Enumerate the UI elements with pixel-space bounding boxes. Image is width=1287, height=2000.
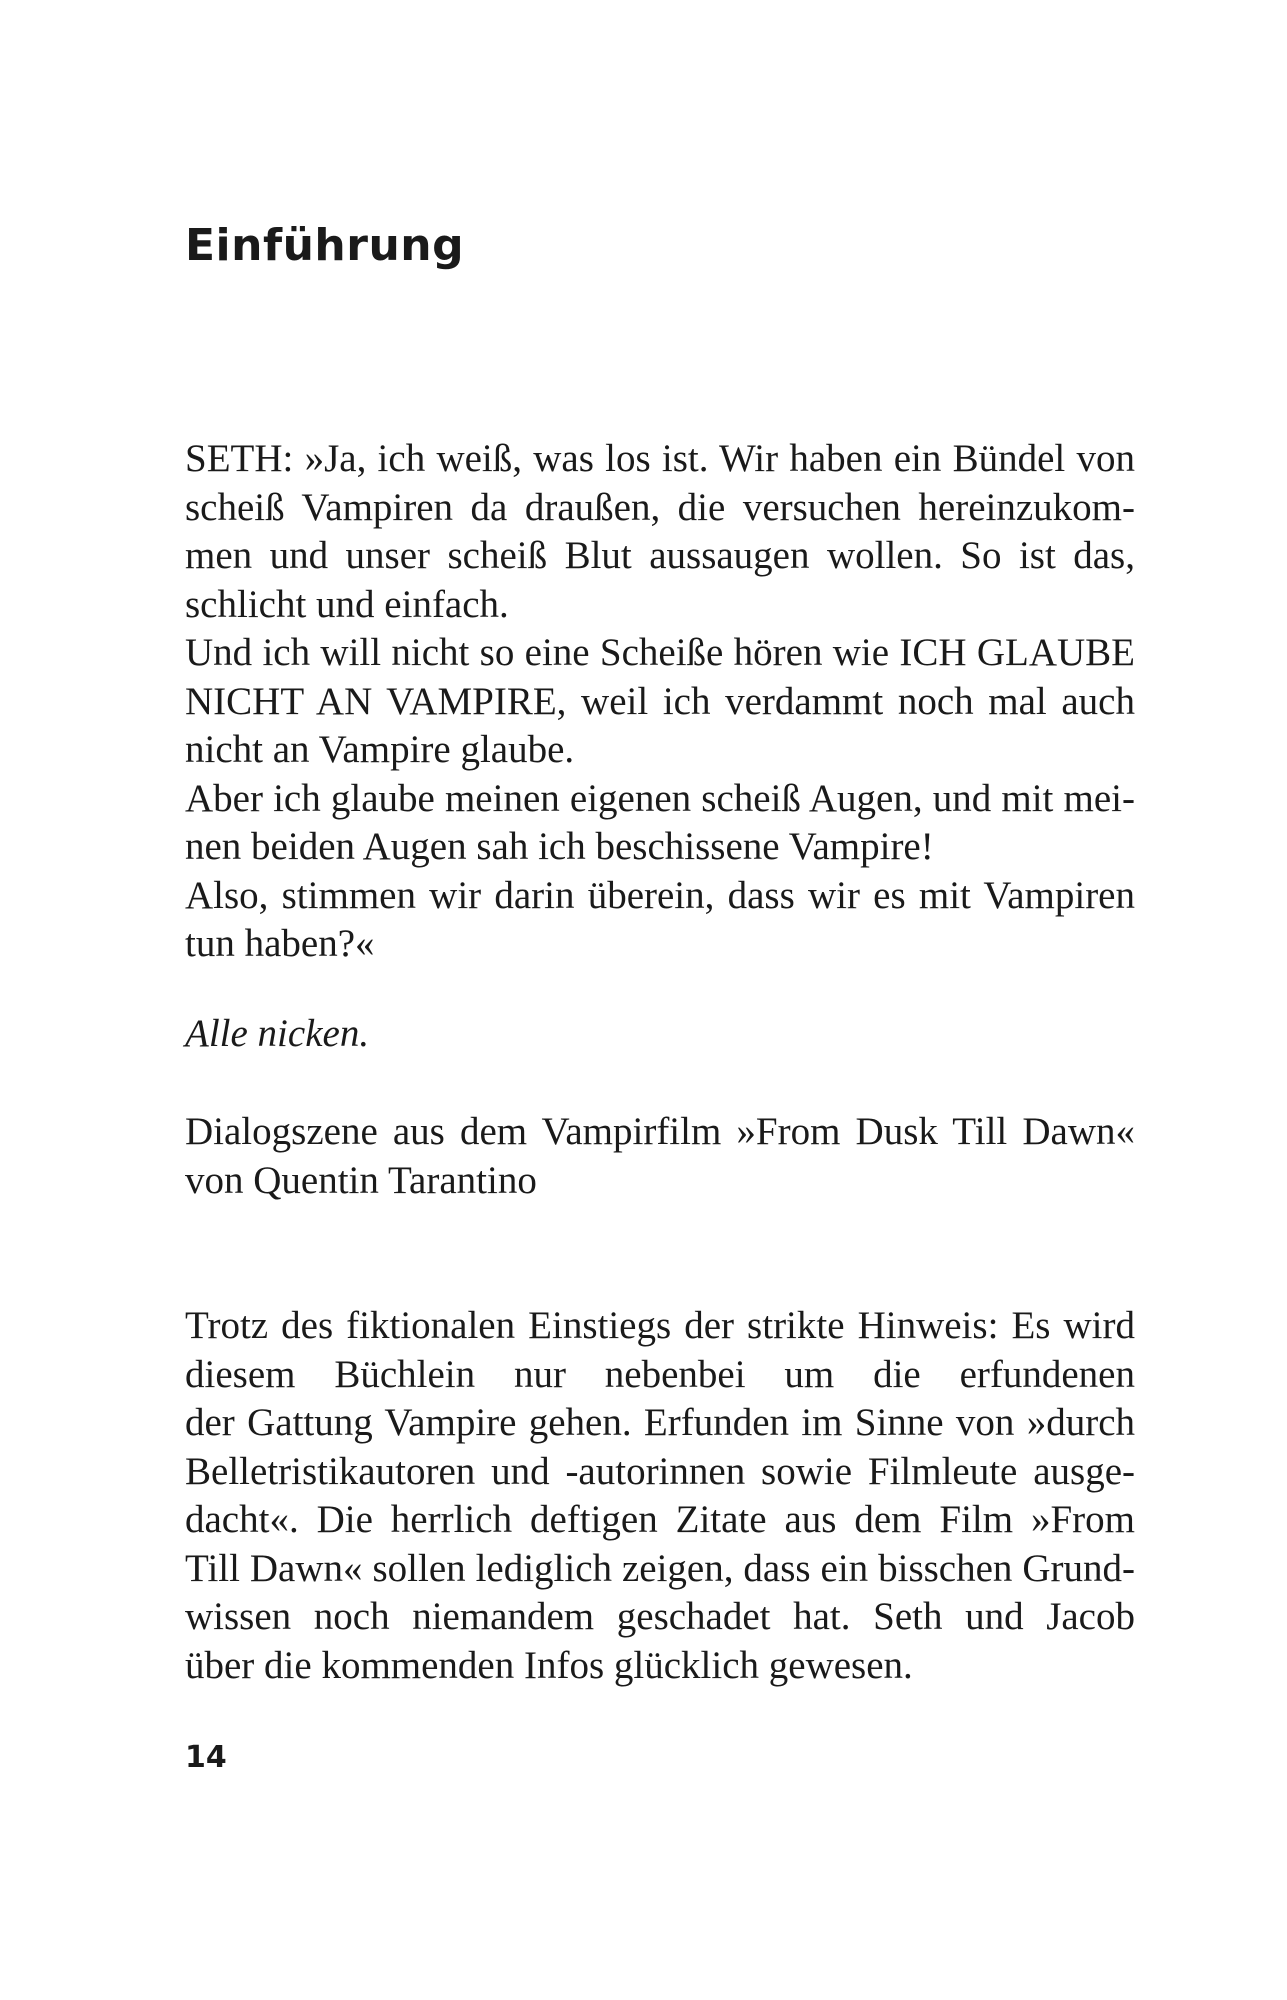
source-line: Dialogszene aus dem Vampirfilm »From Dusk Till Dawn«	[185, 1110, 1135, 1153]
quote-line: nen beiden Augen sah ich beschissene Vampire!	[185, 825, 934, 868]
quote-line: men und unser scheiß Blut aussaugen wollen. So ist das,	[185, 534, 1135, 577]
quote-line: tun haben?«	[185, 922, 375, 965]
quote-source	[185, 1108, 1135, 1205]
body-line: wissen noch niemandem geschadet hat. Seth und Jacob	[185, 1595, 1135, 1638]
quote-line: nicht an Vampire glaube.	[185, 728, 575, 771]
body-line: Belletristikautoren und -autorinnen sowie Filmleute ausge-	[185, 1449, 1135, 1493]
page-number: 14	[185, 1740, 227, 1775]
source-line: von Quentin Tarantino	[185, 1158, 537, 1202]
body-paragraph	[185, 1302, 1135, 1690]
chapter-heading: Einführung	[185, 220, 465, 271]
quote-line: schlicht und einfach.	[185, 582, 509, 626]
body-line: Trotz des fiktionalen Einstiegs der strikte Hinweis: Es wird	[185, 1304, 1135, 1347]
quote-line: SETH: »Ja, ich weiß, was los ist. Wir haben ein Bündel von	[185, 437, 1135, 480]
body-line: der Gattung Vampire gehen. Erfunden im Sinne von »durch	[185, 1401, 1135, 1444]
quote-line: Also, stimmen wir darin überein, dass wir es mit Vampiren	[185, 873, 1135, 917]
body-line: diesem Büchlein nur nebenbei um die erfundenen	[185, 1352, 1135, 1396]
stage-direction: Alle nicken.	[185, 1012, 370, 1055]
quote-line: NICHT AN VAMPIRE, weil ich verdammt noch mal auch	[185, 679, 1135, 723]
quote-line: scheiß Vampiren da draußen, die versuchen hereinzukom-	[185, 485, 1135, 529]
stage-direction-block	[185, 1010, 1135, 1059]
body-line: dacht«. Die herrlich deftigen Zitate aus dem Film »From	[185, 1498, 1135, 1541]
film-quote	[185, 435, 1135, 969]
quote-line: Aber ich glaube meinen eigenen scheiß Augen, und mit mei-	[185, 776, 1135, 820]
quote-line: Und ich will nicht so eine Scheiße hören wie ICH GLAUBE	[185, 631, 1135, 674]
body-line: über die kommenden Infos glücklich gewesen.	[185, 1643, 913, 1687]
body-line: Till Dawn« sollen lediglich zeigen, dass ein bisschen Grund-	[185, 1546, 1135, 1590]
